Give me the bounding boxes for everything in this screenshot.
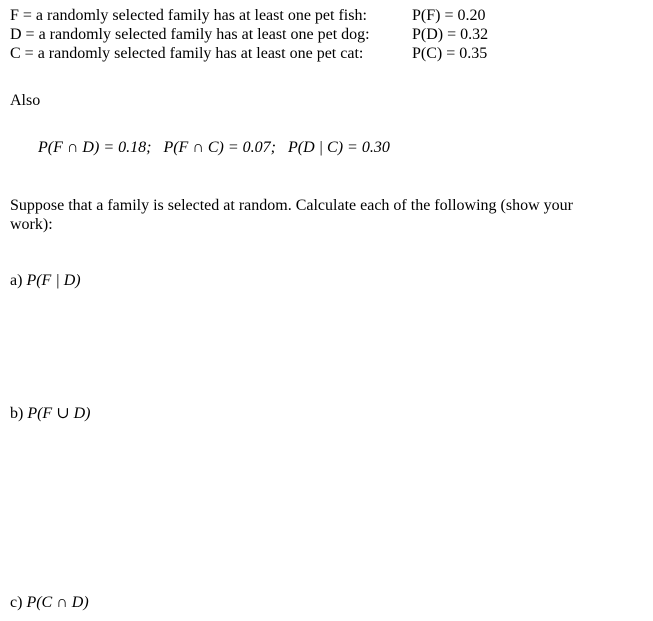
definition-text-dog: D = a randomly selected family has at least one pet dog: (10, 26, 370, 43)
definition-row-dog (10, 25, 610, 44)
given-p-f-and-c: P(F ∩ C) = 0.07; (163, 139, 276, 156)
definition-row-fish (10, 6, 610, 25)
question-a-label: a) (10, 272, 23, 289)
instructions-paragraph: Suppose that a family is selected at random. Calculate each of the following (show your work): (10, 197, 573, 233)
definition-text-cat: C = a randomly selected family has at least one pet cat: (10, 45, 364, 62)
question-a (10, 271, 81, 290)
question-c-expression: P(C ∩ D) (26, 594, 89, 611)
definition-text-fish: F = a randomly selected family has at least one pet fish: (10, 7, 367, 24)
question-b-label: b) (10, 405, 24, 422)
question-b (10, 404, 91, 423)
question-c (10, 593, 89, 612)
given-probabilities (38, 138, 390, 157)
definition-row-cat (10, 44, 610, 63)
also-label: Also (10, 92, 41, 109)
given-p-f-and-d: P(F ∩ D) = 0.18; (38, 139, 152, 156)
question-c-label: c) (10, 594, 23, 611)
probability-cat: P(C) = 0.35 (412, 45, 488, 62)
question-b-expression: P(F ∪ D) (27, 405, 91, 422)
given-p-d-given-c: P(D | C) = 0.30 (288, 139, 390, 156)
probability-fish: P(F) = 0.20 (412, 7, 486, 24)
probability-dog: P(D) = 0.32 (412, 26, 489, 43)
question-a-expression: P(F | D) (26, 272, 81, 289)
